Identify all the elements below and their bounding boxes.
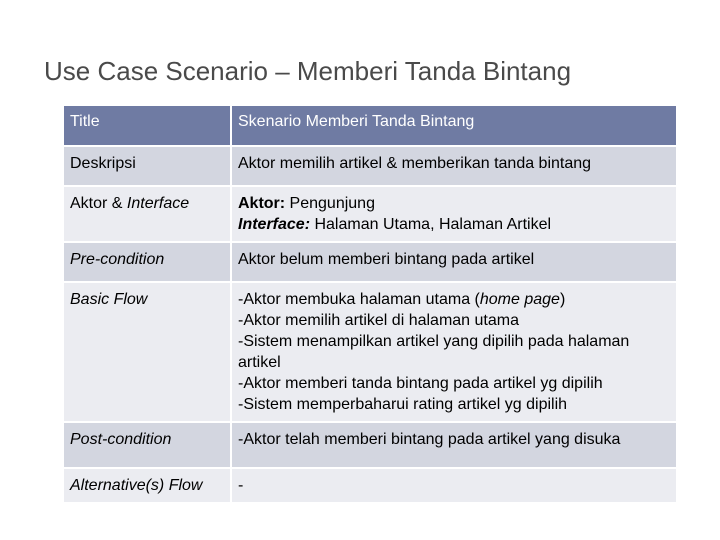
table-row-aktor: [63, 186, 677, 242]
interface-key: Interface:: [238, 216, 311, 233]
basic-label: Basic Flow: [63, 282, 231, 422]
post-label: Post-condition: [63, 422, 231, 468]
basic-line-1-a: -Aktor membuka halaman utama (: [238, 291, 480, 308]
slide-title: Use Case Scenario – Memberi Tanda Bintang: [44, 56, 572, 86]
pre-label: Pre-condition: [63, 242, 231, 282]
table-row-alternative-flow: [63, 468, 677, 503]
alt-label: Alternative(s) Flow: [63, 468, 231, 503]
table-row-precondition: [63, 242, 677, 282]
table-header-row: [63, 105, 677, 146]
scenario-table: [62, 104, 678, 504]
pre-value: Aktor belum memberi bintang pada artikel: [231, 242, 677, 282]
aktor-key: Aktor:: [238, 195, 286, 212]
interface-line: [238, 214, 670, 235]
basic-line-1-italic: home page: [479, 291, 560, 308]
aktor-line: [238, 193, 670, 214]
table-row-basic-flow: [63, 282, 677, 422]
aktor-label: [63, 186, 231, 242]
basic-line-2: -Aktor memilih artikel di halaman utama: [238, 312, 519, 329]
header-label: Title: [63, 105, 231, 146]
post-value: -Aktor telah memberi bintang pada artikel yang disuka: [231, 422, 677, 468]
deskripsi-value: Aktor memilih artikel & memberikan tanda bintang: [231, 146, 677, 186]
aktor-value: [231, 186, 677, 242]
aktor-label-prefix: Aktor &: [70, 195, 127, 212]
header-value: Skenario Memberi Tanda Bintang: [231, 105, 677, 146]
table-row-postcondition: [63, 422, 677, 468]
aktor-name: Pengunjung: [285, 195, 375, 212]
basic-line-4: -Aktor memberi tanda bintang pada artikel yg dipilih: [238, 375, 603, 392]
basic-value: [231, 282, 677, 422]
aktor-label-italic: Interface: [126, 195, 190, 212]
deskripsi-label: Deskripsi: [63, 146, 231, 186]
basic-line-1-b: ): [559, 291, 566, 308]
basic-line-5: -Sistem memperbaharui rating artikel yg dipilih: [238, 396, 568, 413]
basic-line-1: [238, 289, 670, 310]
table-row-deskripsi: [63, 146, 677, 186]
basic-line-3: -Sistem menampilkan artikel yang dipilih pada halaman artikel: [238, 333, 630, 371]
alt-value: -: [231, 468, 677, 503]
interface-name: Halaman Utama, Halaman Artikel: [310, 216, 552, 233]
